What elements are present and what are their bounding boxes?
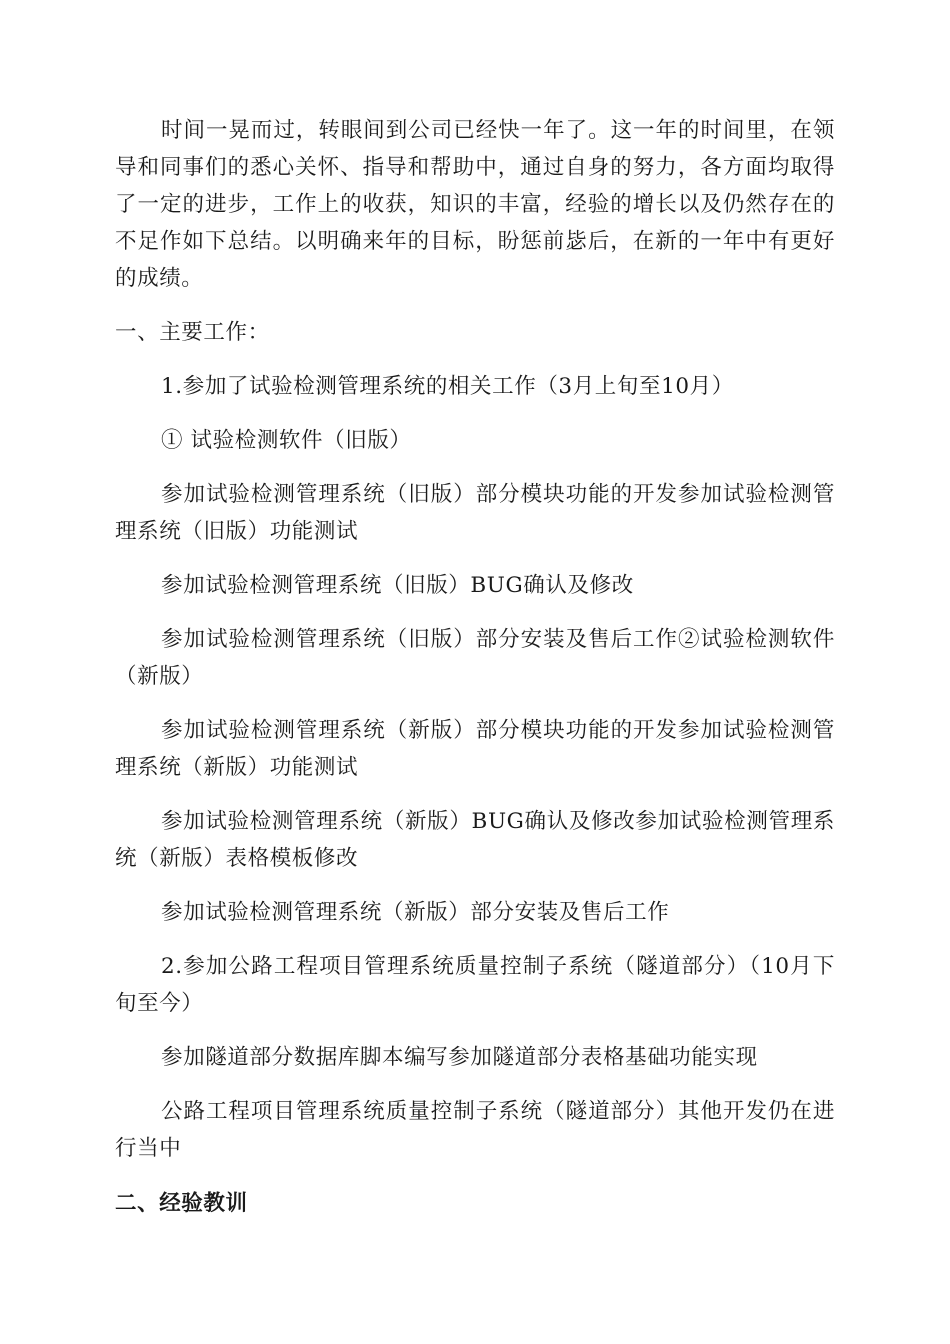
item1-paragraph-1: 参加试验检测管理系统（旧版）部分模块功能的开发参加试验检测管理系统（旧版）功能测试 — [115, 482, 835, 544]
item2-paragraph-2: 公路工程项目管理系统质量控制子系统（隧道部分）其他开发仍在进行当中 — [115, 1099, 835, 1161]
intro-paragraph: 时间一晃而过，转眼间到公司已经快一年了。这一年的时间里，在领导和同事们的悉心关怀、指导和帮助中，通过自身的努力，各方面均取得了一定的进步，工作上的收获，知识的丰富，经验的增长以及仍然存在的不足作如下总结。以明确来年的目标，盼惩前毖后，在新的一年中有更好的成绩。 — [115, 118, 835, 291]
item1-paragraph-3: 参加试验检测管理系统（旧版）部分安装及售后工作②试验检测软件（新版） — [115, 627, 835, 689]
section-heading-lessons: 二、经验教训 — [115, 1191, 248, 1216]
document-body — [115, 112, 835, 1222]
section-heading-main-work: 一、主要工作： — [115, 320, 270, 345]
item1-paragraph-6: 参加试验检测管理系统（新版）部分安装及售后工作 — [161, 900, 670, 925]
item1-paragraph-5: 参加试验检测管理系统（新版）BUG确认及修改参加试验检测管理系统（新版）表格模板修改 — [115, 809, 835, 871]
item2-paragraph-1: 参加隧道部分数据库脚本编写参加隧道部分表格基础功能实现 — [161, 1045, 758, 1070]
item1-heading: 1.参加了试验检测管理系统的相关工作（3月上旬至10月） — [161, 374, 734, 399]
item1-paragraph-2: 参加试验检测管理系统（旧版）BUG确认及修改 — [161, 573, 634, 598]
item1-sub1-heading: ① 试验检测软件（旧版） — [161, 428, 412, 453]
item2-heading: 2.参加公路工程项目管理系统质量控制子系统（隧道部分）（10月下旬至今） — [115, 954, 835, 1016]
item1-paragraph-4: 参加试验检测管理系统（新版）部分模块功能的开发参加试验检测管理系统（新版）功能测试 — [115, 718, 835, 780]
